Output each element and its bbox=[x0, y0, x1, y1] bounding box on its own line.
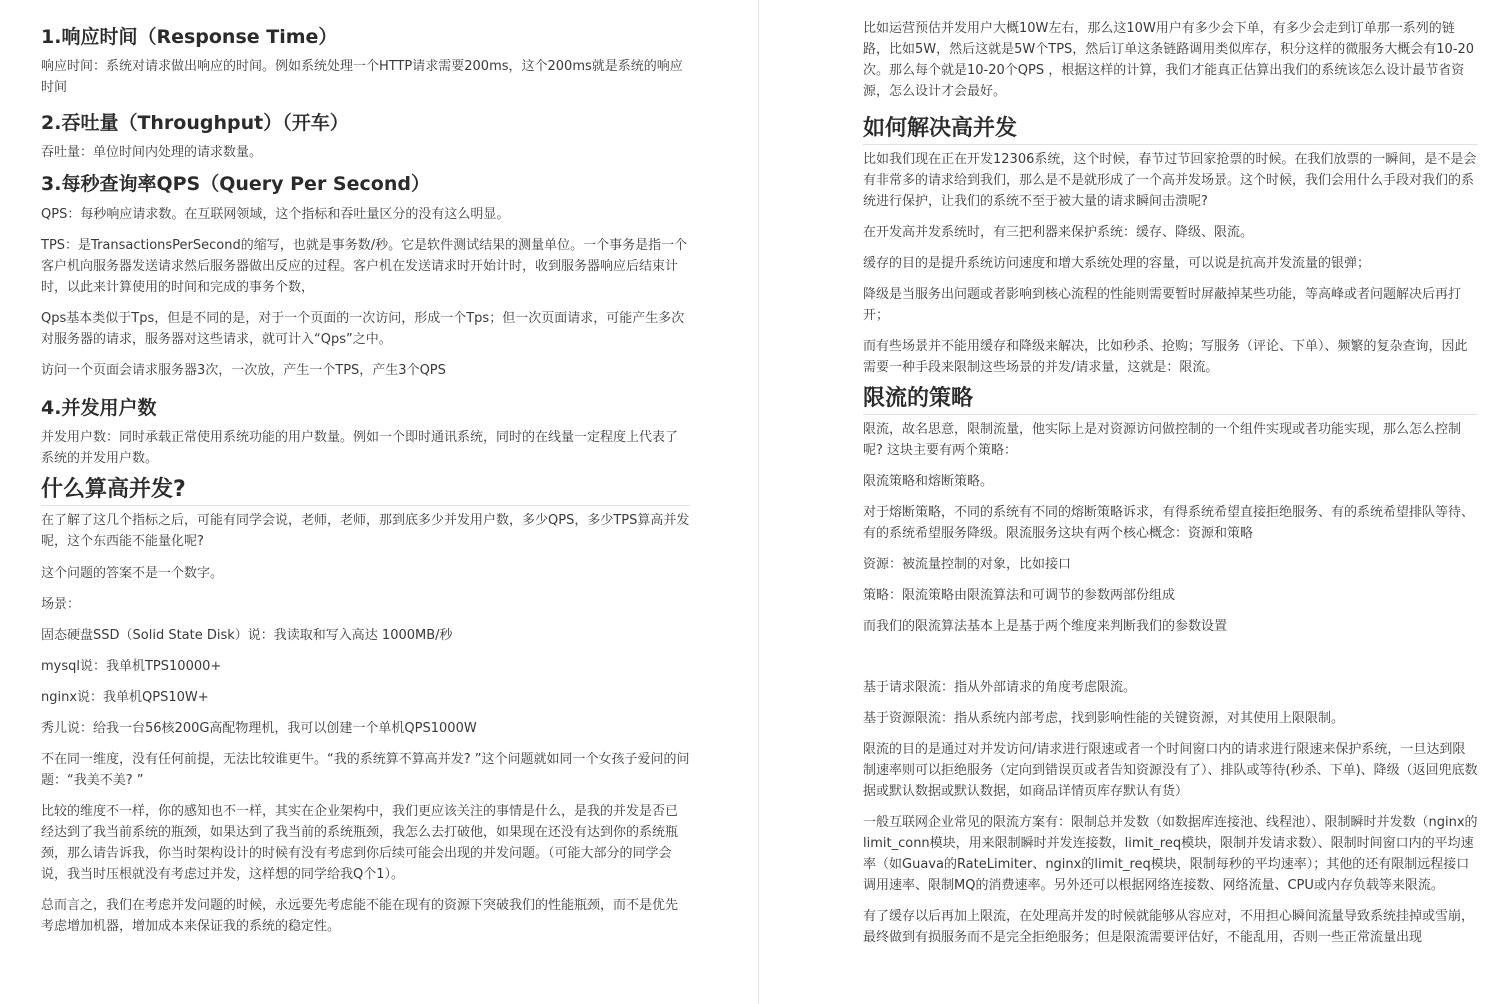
paragraph-12306-example: 比如我们现在正在开发12306系统，这个时候，春节过节回家抢票的时候。在我们放票的一瞬间，是不是会有非常多的请求给到我们，那么是不是就形成了一个高并发场景。这个时候，我们会用什么手段对我们的系统进行保护，让我们的系统不至于被大量的请求瞬间击溃呢? bbox=[863, 152, 1477, 209]
paragraph-two-dimensions: 而我们的限流算法基本上是基于两个维度来判断我们的参数设置 bbox=[863, 619, 1228, 634]
paragraph-page-visit-example: 访问一个页面会请求服务器3次，一次放，产生一个TPS，产生3个QPS bbox=[41, 363, 446, 378]
paragraph-server-example: 秀儿说：给我一台56核200G高配物理机，我可以创建一个单机QPS1000W bbox=[41, 721, 477, 736]
paragraph-rate-limit-purpose: 限流的目的是通过对并发访问/请求进行限速或者一个时间窗口内的请求进行限速来保护系统，一旦达到限制速率则可以拒绝服务（定向到错误页或者告知资源没有了）、排队或等待(秒杀、下单)、降级（返回兜底数据或默认数据或默认数据，如商品详情页库存默认有货） bbox=[863, 742, 1478, 799]
paragraph-nginx-example: nginx说：我单机QPS10W+ bbox=[41, 690, 209, 705]
paragraph-common-solutions: 一般互联网企业常见的限流方案有：限制总并发数（如数据库连接池、线程池）、限制瞬时并发数（nginx的limit_conn模块，用来限制瞬时并发连接数，limit_req模块，限制并发请求数）、限制时间窗口内的平均速率（如Guava的RateLimiter、nginx的limit_req模块，限制每秒的平均速率）；其他的还有限制远程接口调用速率、限制MQ的消费速率。另外还可以根据网络连接数、网络流量、CPU或内存负载等来限流。 bbox=[863, 815, 1478, 893]
paragraph-scenario-label: 场景： bbox=[41, 597, 81, 612]
heading-rate-limit-strategy: 限流的策略 bbox=[863, 384, 1478, 415]
paragraph-concurrent-users: 并发用户数：同时承载正常使用系统功能的用户数量。例如一个即时通讯系统，同时的在线量一定程度上代表了系统的并发用户数。 bbox=[41, 430, 679, 466]
paragraph-cache-plus-limit: 有了缓存以后再加上限流，在处理高并发的时候就能够从容应对，不用担心瞬间流量导致系统挂掉或雪崩，最终做到有损服务而不是完全拒绝服务；但是限流需要评估好，不能乱用，否则一些正常流量出现 bbox=[863, 909, 1475, 945]
heading-how-to-solve: 如何解决高并发 bbox=[863, 114, 1478, 145]
paragraph-rate-limit-intro: 而有些场景并不能用缓存和降级来解决，比如秒杀、抢购；写服务（评论、下单）、频繁的复杂查询，因此需要一种手段来限制这些场景的并发/请求量，这就是：限流。 bbox=[863, 339, 1468, 375]
paragraph-degradation: 降级是当服务出问题或者影响到核心流程的性能则需要暂时屏蔽掉某些功能，等高峰或者问题解决后再打开； bbox=[863, 287, 1462, 323]
paragraph-resource-based: 基于资源限流：指从系统内部考虑，找到影响性能的关键资源，对其使用上限限制。 bbox=[863, 711, 1345, 726]
heading-throughput: 2.吞吐量（Throughput）（开车） bbox=[41, 112, 349, 134]
heading-concurrent-users: 4.并发用户数 bbox=[41, 397, 157, 419]
paragraph-two-strategies: 限流策略和熔断策略。 bbox=[863, 474, 994, 489]
paragraph-rate-limit-definition: 限流，故名思意，限制流量，他实际上是对资源访问做控制的一个组件实现或者功能实现，那么怎么控制呢? 这块主要有两个策略： bbox=[863, 422, 1462, 458]
paragraph-response-time: 响应时间：系统对请求做出响应的时间。例如系统处理一个HTTP请求需要200ms，这个200ms就是系统的响应时间 bbox=[41, 59, 683, 95]
paragraph-not-a-number: 这个问题的答案不是一个数字。 bbox=[41, 566, 224, 581]
paragraph-qps-vs-tps: Qps基本类似于Tps，但是不同的是，对于一个页面的一次访问，形成一个Tps；但一次页面请求，可能产生多次对服务器的请求，服务器对这些请求，就可计入“Qps”之中。 bbox=[41, 311, 685, 347]
paragraph-ssd-example: 固态硬盘SSD（Solid State Disk）说：我读取和写入高达 1000MB/秒 bbox=[41, 628, 453, 643]
document-page-right[interactable] bbox=[760, 0, 1500, 1004]
paragraph-dimension-comparison: 不在同一维度，没有任何前提，无法比较谁更牛。“我的系统算不算高并发? ”这个问题就如同一个女孩子爱问的问题：“我美不美? ” bbox=[41, 752, 690, 788]
heading-qps: 3.每秒查询率QPS（Query Per Second） bbox=[41, 173, 430, 195]
paragraph-strategy: 策略：限流策略由限流算法和可调节的参数两部份组成 bbox=[863, 588, 1176, 603]
heading-response-time: 1.响应时间（Response Time） bbox=[41, 26, 338, 48]
heading-what-is-high-concurrency: 什么算高并发? bbox=[41, 475, 690, 506]
paragraph-qps: QPS：每秒响应请求数。在互联网领域，这个指标和吞吐量区分的没有这么明显。 bbox=[41, 207, 510, 222]
paragraph-quantify-question: 在了解了这几个指标之后，可能有同学会说，老师，老师，那到底多少并发用户数，多少QPS，多少TPS算高并发呢，这个东西能不能量化呢? bbox=[41, 513, 690, 549]
document-page-left[interactable] bbox=[0, 0, 720, 1004]
paragraph-cache: 缓存的目的是提升系统访问速度和增大系统处理的容量，可以说是抗高并发流量的银弹； bbox=[863, 256, 1371, 271]
paragraph-throughput: 吞吐量：单位时间内处理的请求数量。 bbox=[41, 145, 263, 160]
paragraph-request-based: 基于请求限流：指从外部请求的角度考虑限流。 bbox=[863, 680, 1137, 695]
paragraph-conclusion: 总而言之，我们在考虑并发问题的时候，永远要先考虑能不能在现有的资源下突破我们的性能瓶颈，而不是优先考虑增加机器，增加成本来保证我的系统的稳定性。 bbox=[41, 898, 679, 934]
paragraph-system-bottleneck: 比较的维度不一样，你的感知也不一样，其实在企业架构中，我们更应该关注的事情是什么，是我的并发是否已经达到了我当前系统的瓶颈，如果达到了我当前的系统瓶颈，我怎么去打破他，如果现在还没有达到你的系统瓶颈，那么请告诉我，你当时架构设计的时候有没有考虑到你后续可能会出现的并发问题。（可能大部分的同学会说，我当时压根就没有考虑过并发，这样想的同学给我Q个1）。 bbox=[41, 804, 679, 882]
page-divider bbox=[758, 0, 759, 1004]
paragraph-mysql-example: mysql说：我单机TPS10000+ bbox=[41, 659, 222, 674]
paragraph-tps: TPS：是TransactionsPerSecond的缩写，也就是事务数/秒。它是软件测试结果的测量单位。一个事务是指一个客户机向服务器发送请求然后服务器做出反应的过程。客户机在发送请求时开始计时，收到服务器响应后结束计时，以此来计算使用的时间和完成的事务个数， bbox=[41, 238, 688, 295]
paragraph-three-tools: 在开发高并发系统时，有三把利器来保护系统：缓存、降级、限流。 bbox=[863, 225, 1254, 240]
paragraph-circuit-breaker: 对于熔断策略，不同的系统有不同的熔断策略诉求，有得系统希望直接拒绝服务、有的系统希望排队等待、有的系统希望服务降级。限流服务这块有两个核心概念：资源和策略 bbox=[863, 505, 1475, 541]
paragraph-estimation-example: 比如运营预估并发用户大概10W左右，那么这10W用户有多少会下单，有多少会走到订单那一系列的链路，比如5W，然后这就是5W个TPS，然后订单这条链路调用类似库存，积分这样的微服务大概会有10-20次。那么每个就是10-20个QPS ，根据这样的计算，我们才能真正估算出我们的系统该怎么设计最节省资源，怎么设计才会最好。 bbox=[863, 21, 1475, 99]
paragraph-resource: 资源：被流量控制的对象，比如接口 bbox=[863, 557, 1072, 572]
